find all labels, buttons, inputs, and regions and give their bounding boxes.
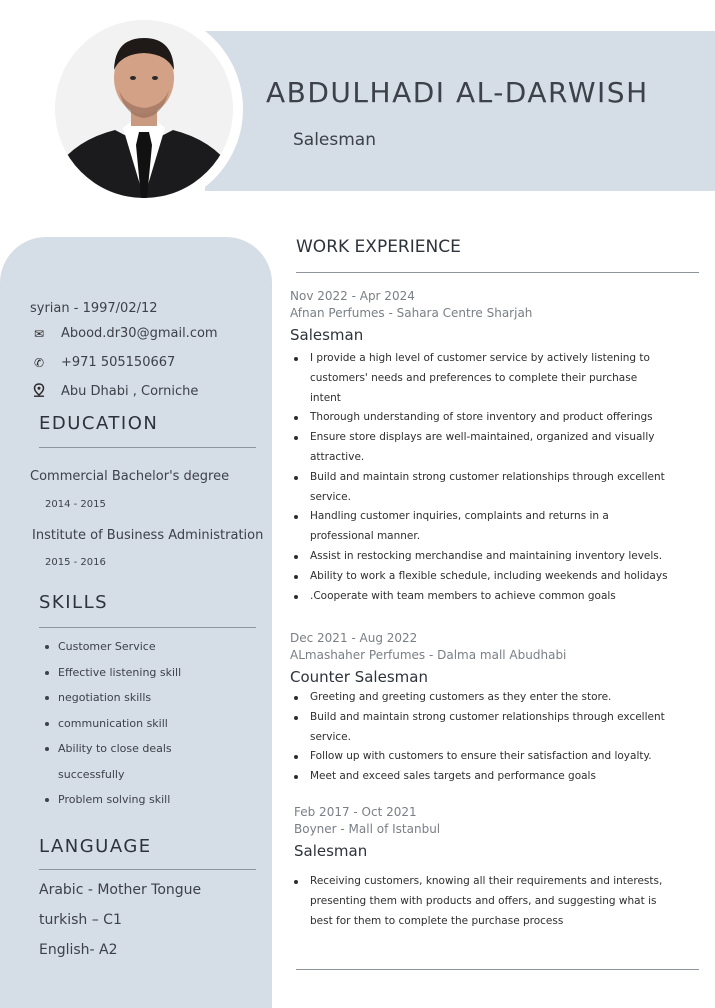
language-item-english: English- A2 (39, 942, 118, 958)
skill-item: negotiation skills (45, 685, 181, 711)
duty-item: Greeting and greeting customers as they enter the store. (290, 688, 705, 708)
language-item-turkish: turkish – C1 (39, 912, 122, 928)
candidate-name: ABDULHADI AL-DARWISH (266, 76, 649, 109)
duty-item-continued: professional manner. (310, 530, 421, 543)
duty-item-continued: service. (310, 730, 351, 743)
duty-item-continued: attractive. (310, 450, 365, 463)
profile-photo (55, 20, 233, 198)
phone-icon: ✆ (33, 355, 45, 370)
job-entry-1 (290, 288, 705, 606)
duty-item-continued: best for them to complete the purchase process (310, 914, 564, 927)
skills-list (45, 634, 181, 813)
skill-item: Customer Service (45, 634, 181, 660)
education-years-1: 2014 - 2015 (45, 499, 106, 510)
job-dates: Feb 2017 - Oct 2021 (294, 805, 417, 819)
education-divider (39, 447, 256, 448)
duty-item: I provide a high level of customer service by actively listening to (290, 349, 705, 369)
skill-item: Effective listening skill (45, 660, 181, 686)
skill-item-continued: successfully (58, 767, 125, 781)
header-band (205, 31, 715, 191)
work-experience-heading: WORK EXPERIENCE (296, 237, 461, 257)
education-degree-2: Institute of Business Administration (32, 528, 264, 543)
contact-phone (30, 355, 175, 370)
profile-photo-frame (45, 10, 243, 208)
education-years-2: 2015 - 2016 (45, 557, 106, 568)
location-pin-icon (30, 383, 48, 400)
language-divider (39, 869, 256, 870)
contact-location (30, 383, 198, 400)
job-duties-list (290, 872, 705, 931)
job-entry-3 (294, 804, 705, 931)
contact-email (30, 326, 218, 341)
duty-item: Ability to work a flexible schedule, including weekends and holidays (290, 567, 705, 587)
duty-item: Receiving customers, knowing all their requirements and interests, (290, 872, 705, 892)
language-heading: LANGUAGE (39, 836, 152, 857)
duty-item: .Cooperate with team members to achieve common goals (290, 587, 705, 607)
phone-text: +971 505150667 (61, 355, 176, 370)
email-text: Abood.dr30@gmail.com (61, 326, 218, 341)
duty-item-continued: customers' needs and preferences to complete their purchase (310, 371, 638, 384)
duty-item: Thorough understanding of store inventory and product offerings (290, 408, 705, 428)
job-title: Salesman (294, 842, 368, 860)
education-degree-1: Commercial Bachelor's degree (30, 469, 230, 484)
job-dates: Nov 2022 - Apr 2024 (290, 289, 415, 303)
bottom-divider (296, 969, 699, 970)
job-company: Boyner - Mall of Istanbul (294, 822, 441, 836)
language-item-arabic: Arabic - Mother Tongue (39, 882, 202, 898)
duty-item: Handling customer inquiries, complaints and returns in a (290, 507, 705, 527)
skills-divider (39, 627, 256, 628)
skill-item: Ability to close deals (45, 736, 181, 762)
duty-item: Build and maintain strong customer relationships through excellent (290, 468, 705, 488)
work-experience-divider (296, 272, 699, 273)
duty-item: Build and maintain strong customer relationships through excellent (290, 708, 705, 728)
portrait-image (55, 20, 233, 198)
job-entry-2 (290, 630, 705, 787)
job-dates: Dec 2021 - Aug 2022 (290, 631, 418, 645)
education-heading: EDUCATION (39, 413, 159, 434)
job-company: Afnan Perfumes - Sahara Centre Sharjah (290, 306, 533, 320)
duty-item: Follow up with customers to ensure their satisfaction and loyalty. (290, 747, 705, 767)
job-duties-list (290, 349, 705, 606)
job-company: ALmashaher Perfumes - Dalma mall Abudhabi (290, 648, 567, 662)
duty-item-continued: presenting them with products and offers, and suggesting what is (310, 894, 657, 907)
job-title: Counter Salesman (290, 668, 428, 686)
duty-item-continued: service. (310, 490, 351, 503)
duty-item: Assist in restocking merchandise and maintaining inventory levels. (290, 547, 705, 567)
job-title: Salesman (290, 326, 364, 344)
skill-item: communication skill (45, 711, 181, 737)
envelope-icon: ✉ (33, 326, 45, 341)
job-duties-list (290, 688, 705, 787)
candidate-role: Salesman (293, 130, 376, 150)
duty-item: Meet and exceed sales targets and performance goals (290, 767, 705, 787)
personal-info: syrian - 1997/02/12 (30, 301, 158, 316)
location-text: Abu Dhabi , Corniche (61, 384, 199, 399)
duty-item-continued: intent (310, 391, 341, 404)
skill-item: Problem solving skill (45, 787, 181, 813)
skills-heading: SKILLS (39, 592, 109, 613)
duty-item: Ensure store displays are well-maintained, organized and visually (290, 428, 705, 448)
